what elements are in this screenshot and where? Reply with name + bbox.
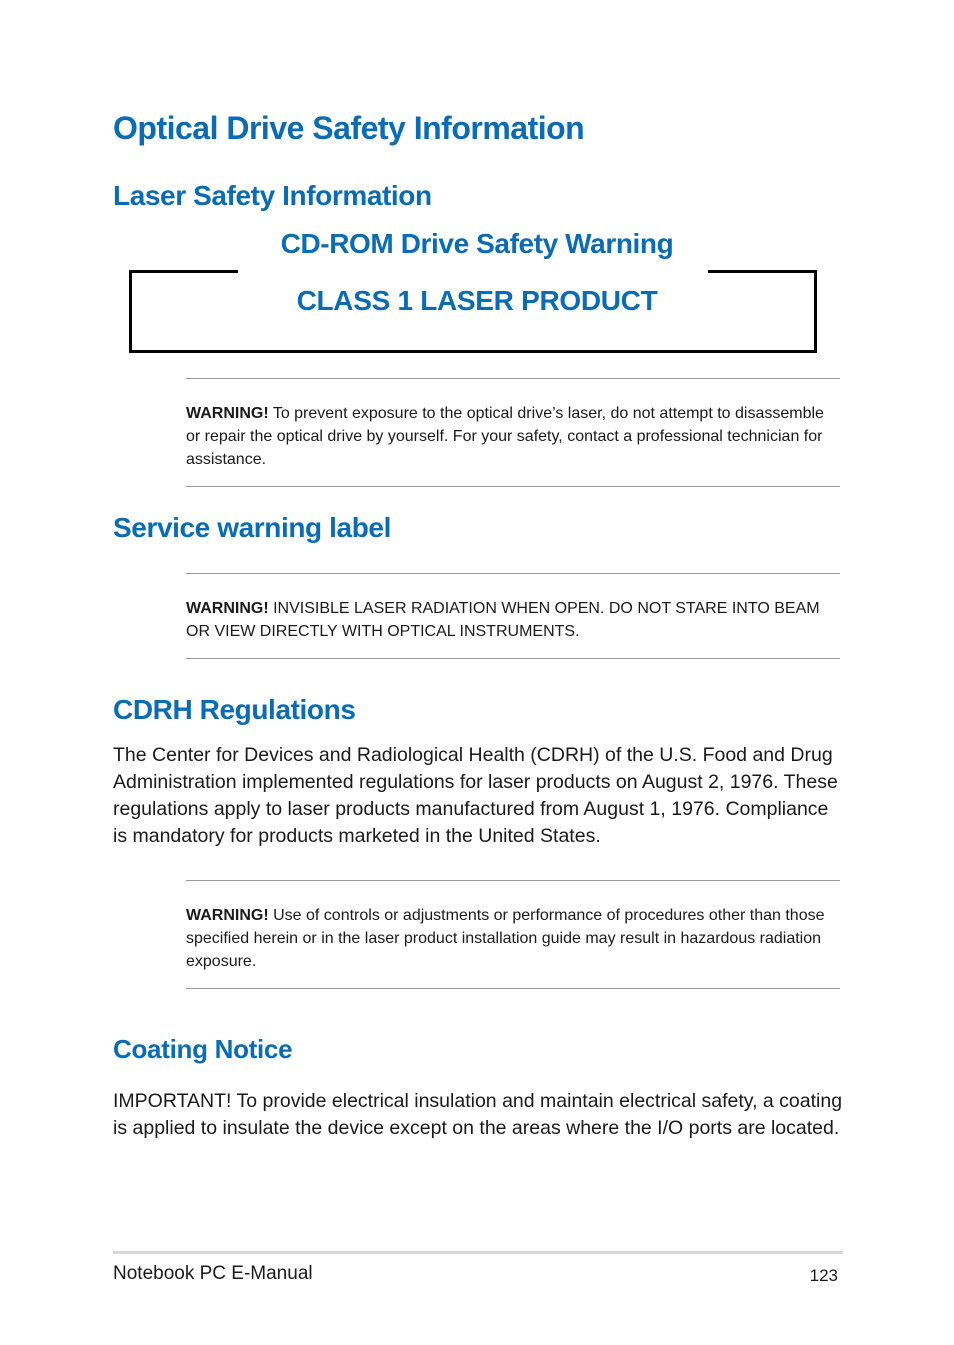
warning-label: WARNING! [186, 405, 269, 422]
page-title: Optical Drive Safety Information [113, 110, 585, 146]
warning-note-service [186, 597, 826, 643]
divider [186, 988, 840, 989]
cdrom-warning-heading: CD-ROM Drive Safety Warning [280, 228, 674, 259]
warning-note-laser [186, 402, 826, 471]
coating-notice-heading: Coating Notice [113, 1034, 293, 1064]
warning-note-controls [186, 904, 826, 973]
page-number: 123 [809, 1266, 838, 1285]
warning-text: Use of controls or adjustments or performance of procedures other than those specified herein or in the laser product installation guide may result in hazardous radiation exposure. [186, 907, 825, 970]
footer-divider [113, 1251, 843, 1254]
cdrh-heading: CDRH Regulations [113, 694, 356, 725]
divider [186, 486, 840, 487]
laser-safety-heading: Laser Safety Information [113, 180, 432, 211]
divider [186, 378, 840, 379]
box-heading-gap [238, 264, 708, 276]
coating-paragraph: IMPORTANT! To provide electrical insulation and maintain electrical safety, a coating is applied to insulate the device except on the areas where the I/O ports are located. [113, 1090, 843, 1139]
warning-label: WARNING! [186, 600, 269, 617]
divider [186, 658, 840, 659]
warning-text: To prevent exposure to the optical drive’s laser, do not attempt to disassemble or repair the optical drive by yourself. For your safety, contact a professional technician for assistance. [186, 405, 824, 468]
service-warning-heading: Service warning label [113, 512, 391, 543]
manual-name: Notebook PC E-Manual [113, 1263, 313, 1284]
cdrh-paragraph: The Center for Devices and Radiological Health (CDRH) of the U.S. Food and Drug Administration implemented regulations for laser products on August 2, 1976. These regulations apply to laser products manufactured from August 1, 1976. Compliance is mandatory for products marketed in the United States. [113, 744, 838, 847]
warning-text: INVISIBLE LASER RADIATION WHEN OPEN. DO NOT STARE INTO BEAM OR VIEW DIRECTLY WITH OPTICAL INSTRUMENTS. [186, 600, 820, 640]
divider [186, 880, 840, 881]
divider [186, 573, 840, 574]
warning-label: WARNING! [186, 907, 269, 924]
class1-laser-label: CLASS 1 LASER PRODUCT [296, 285, 658, 316]
